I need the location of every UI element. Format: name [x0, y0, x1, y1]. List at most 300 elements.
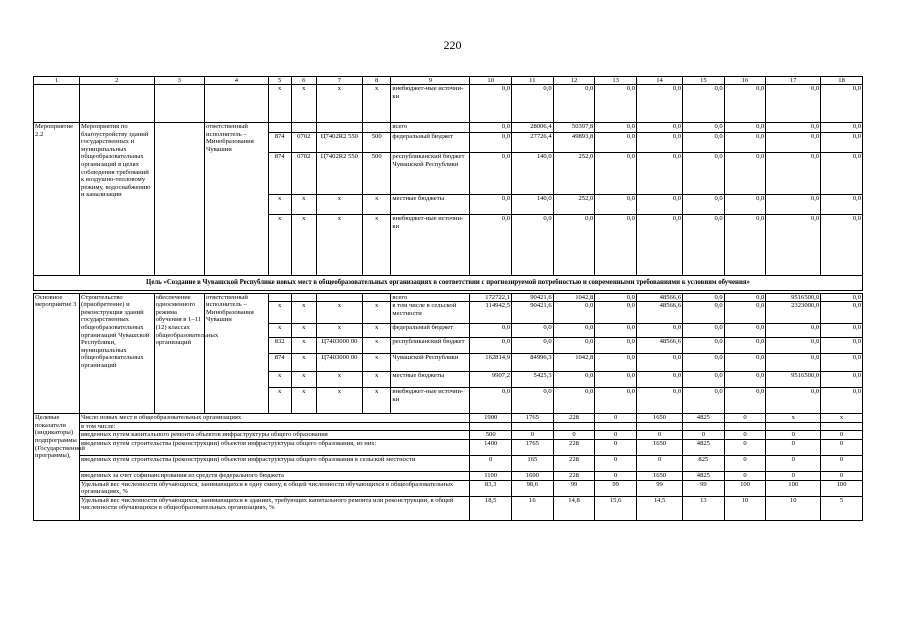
target-value-cell: 4825 — [683, 439, 725, 455]
column-number-cell: 18 — [821, 77, 863, 85]
funding-source-cell: внебюджет-ные источни-ки — [391, 85, 470, 123]
column-number-cell: 3 — [154, 77, 204, 85]
value-cell: 0,0 — [595, 302, 637, 324]
measure-description-cell: Строительство (приобретение) и реконструкция зданий государственных общеобразовательных организаций Чувашской Республики, муниципальных общеобразовательных организаций — [80, 293, 155, 414]
value-cell: 49893,8 — [553, 133, 595, 153]
value-cell: 0,0 — [724, 153, 766, 195]
target-value-cell: 0 — [595, 439, 637, 455]
code-cell: 874 — [268, 153, 291, 195]
target-value-cell — [553, 422, 595, 431]
target-row — [34, 431, 863, 440]
value-cell: 9907,2 — [470, 372, 512, 388]
value-cell: 0,0 — [595, 372, 637, 388]
funding-source-cell: республиканский бюджет Чувашской Республики — [391, 153, 470, 195]
value-cell: 0,0 — [724, 354, 766, 372]
target-row — [34, 496, 863, 520]
continuation-row — [34, 85, 863, 123]
value-cell: 0,0 — [595, 195, 637, 215]
target-value-cell: 228 — [553, 439, 595, 455]
target-value-cell: 0 — [595, 455, 637, 471]
value-cell: 0,0 — [512, 338, 554, 354]
code-cell: x — [362, 215, 391, 276]
value-cell: 140,0 — [512, 153, 554, 195]
code-cell: x — [291, 195, 316, 215]
targets-label-cell: Целевые показатели (индикаторы) подпрограммы (Государственной программы), — [34, 414, 80, 521]
target-value-cell: 100 — [724, 480, 766, 496]
target-value-cell: 0 — [636, 431, 682, 440]
column-number-cell: 2 — [80, 77, 155, 85]
code-cell: x — [316, 324, 362, 338]
column-number-cell: 9 — [391, 77, 470, 85]
value-cell: 84996,3 — [512, 354, 554, 372]
target-value-cell: 16 — [512, 496, 554, 520]
target-value-cell: 1100 — [470, 471, 512, 480]
code-cell: x — [268, 195, 291, 215]
target-value-cell: 100 — [766, 480, 821, 496]
target-value-cell: 0 — [724, 414, 766, 423]
target-value-cell — [683, 422, 725, 431]
code-cell: 874 — [268, 354, 291, 372]
code-cell: x — [291, 372, 316, 388]
value-cell: 0,0 — [595, 354, 637, 372]
target-value-cell: 228 — [553, 414, 595, 423]
value-cell: 27726,4 — [512, 133, 554, 153]
value-cell: 0,0 — [595, 133, 637, 153]
value-cell: 50397,8 — [553, 123, 595, 133]
column-number-cell: 4 — [205, 77, 269, 85]
target-value-cell: 165 — [512, 455, 554, 471]
code-cell: Ц7402R2 550 — [316, 153, 362, 195]
value-cell: 0,0 — [595, 338, 637, 354]
target-text-cell: Удельный вес численности обучающихся, занимающихся в зданиях, требующих капитального ремонта или реконструкции, в общей численности обучающихся в общеобразовательных организациях, % — [80, 496, 470, 520]
budget-table-sheet — [33, 76, 863, 521]
code-cell: x — [268, 388, 291, 414]
funding-source-cell: всего — [391, 123, 470, 133]
target-value-cell: 14,8 — [553, 496, 595, 520]
code-cell: x — [362, 372, 391, 388]
target-text-cell: Число новых мест в общеобразовательных организациях — [80, 414, 470, 423]
target-value-cell: 10 — [724, 496, 766, 520]
code-cell: 832 — [268, 338, 291, 354]
target-value-cell: 0 — [766, 439, 821, 455]
target-value-cell: 98,6 — [512, 480, 554, 496]
target-value-cell: 0 — [724, 431, 766, 440]
funding-source-cell: местные бюджеты — [391, 195, 470, 215]
target-value-cell: 0 — [595, 471, 637, 480]
value-cell: 0,0 — [724, 133, 766, 153]
value-cell: 0,0 — [512, 85, 554, 123]
target-value-cell: 0 — [821, 471, 863, 480]
target-value-cell: 4825 — [683, 414, 725, 423]
value-cell: 0,0 — [821, 85, 863, 123]
value-cell: 0,0 — [595, 85, 637, 123]
target-value-cell — [470, 422, 512, 431]
value-cell: 0,0 — [595, 153, 637, 195]
value-cell: 0,0 — [683, 302, 725, 324]
column-number-cell: 1 — [34, 77, 80, 85]
value-cell: 0,0 — [683, 372, 725, 388]
value-cell: 0,0 — [766, 195, 821, 215]
value-cell: 0,0 — [821, 338, 863, 354]
executor-cell: ответственный исполнитель – Минобразования Чувашии — [205, 123, 269, 276]
value-cell: 0,0 — [821, 153, 863, 195]
target-value-cell: 825 — [683, 455, 725, 471]
header-row — [34, 77, 863, 85]
code-cell: x — [291, 302, 316, 324]
value-cell: 2323000,0 — [766, 302, 821, 324]
target-text-cell: в том числе: — [80, 422, 470, 431]
value-cell: 1042,8 — [553, 354, 595, 372]
value-cell: 0,0 — [636, 195, 682, 215]
value-cell: 0,0 — [683, 388, 725, 414]
target-value-cell: 0 — [683, 431, 725, 440]
value-cell: 0,0 — [821, 302, 863, 324]
value-cell: 0,0 — [636, 153, 682, 195]
target-value-cell: 1765 — [512, 414, 554, 423]
code-cell: x — [316, 85, 362, 123]
code-cell: x — [316, 302, 362, 324]
value-cell: 0,0 — [553, 372, 595, 388]
value-cell: 0,0 — [821, 123, 863, 133]
value-cell: 0,0 — [636, 215, 682, 276]
target-value-cell: 0 — [553, 431, 595, 440]
target-value-cell: 1765 — [512, 439, 554, 455]
code-cell: x — [268, 324, 291, 338]
value-cell: 0,0 — [724, 338, 766, 354]
code-cell: x — [316, 215, 362, 276]
value-cell: 48566,6 — [636, 302, 682, 324]
value-cell: 252,0 — [553, 195, 595, 215]
funding-source-cell: местные бюджеты — [391, 372, 470, 388]
column-number-cell: 8 — [362, 77, 391, 85]
target-text-cell: Удельный вес численности обучающихся, занимающихся в одну смену, в общей численности обучающихся в общеобразовательных организациях, % — [80, 480, 470, 496]
column-number-cell: 7 — [316, 77, 362, 85]
code-cell: x — [291, 85, 316, 123]
value-cell: 0,0 — [470, 195, 512, 215]
target-row — [34, 480, 863, 496]
column-number-cell: 17 — [766, 77, 821, 85]
target-value-cell: 1900 — [470, 414, 512, 423]
target-value-cell: 0 — [636, 455, 682, 471]
target-value-cell: 0 — [821, 439, 863, 455]
empty-cell — [34, 85, 80, 123]
code-cell — [362, 293, 391, 302]
value-cell: 0,0 — [821, 293, 863, 302]
value-cell: 9516500,0 — [766, 372, 821, 388]
code-cell — [268, 123, 291, 133]
target-text-cell: введенных за счет софинансирования из средств федерального бюджета — [80, 471, 470, 480]
value-cell: 0,0 — [470, 85, 512, 123]
value-cell: 28006,4 — [512, 123, 554, 133]
value-cell: 0,0 — [724, 293, 766, 302]
value-cell: 0,0 — [595, 388, 637, 414]
target-value-cell: 228 — [553, 455, 595, 471]
target-value-cell: 13 — [683, 496, 725, 520]
value-cell: 0,0 — [683, 293, 725, 302]
code-cell: x — [362, 85, 391, 123]
value-cell: 0,0 — [821, 195, 863, 215]
measure-name-cell: Мероприятие 2.2 — [34, 123, 80, 276]
column-number-cell: 14 — [636, 77, 682, 85]
target-value-cell: 1650 — [636, 414, 682, 423]
code-cell: x — [362, 338, 391, 354]
value-cell: 0,0 — [724, 85, 766, 123]
m3-row — [34, 293, 863, 302]
value-cell: 114942,5 — [470, 302, 512, 324]
target-value-cell: 99 — [553, 480, 595, 496]
empty-cell — [154, 123, 204, 276]
code-cell: x — [291, 388, 316, 414]
target-value-cell: 99 — [636, 480, 682, 496]
empty-cell — [205, 85, 269, 123]
value-cell: 140,0 — [512, 195, 554, 215]
code-cell: 500 — [362, 133, 391, 153]
value-cell: 0,0 — [683, 338, 725, 354]
target-value-cell: 14,5 — [636, 496, 682, 520]
value-cell: 0,0 — [595, 324, 637, 338]
target-value-cell: 1650 — [636, 471, 682, 480]
value-cell: 0,0 — [683, 215, 725, 276]
value-cell: 0,0 — [683, 324, 725, 338]
code-cell — [362, 123, 391, 133]
column-number-cell: 15 — [683, 77, 725, 85]
value-cell: 0,0 — [683, 354, 725, 372]
target-value-cell: 18,5 — [470, 496, 512, 520]
value-cell: 0,0 — [766, 338, 821, 354]
value-cell: 90421,6 — [512, 293, 554, 302]
value-cell: 48566,6 — [636, 338, 682, 354]
value-cell: 0,0 — [553, 85, 595, 123]
value-cell: 0,0 — [636, 85, 682, 123]
value-cell: 0,0 — [724, 302, 766, 324]
target-row — [34, 471, 863, 480]
code-cell: x — [316, 388, 362, 414]
page-number: 220 — [443, 38, 462, 52]
column-number-cell: 5 — [268, 77, 291, 85]
value-cell: 0,0 — [595, 215, 637, 276]
target-text-cell: введенных путем капитального ремонта объектов инфраструктуры общего образования — [80, 431, 470, 440]
value-cell: 0,0 — [470, 133, 512, 153]
value-cell: 0,0 — [636, 324, 682, 338]
m22-row — [34, 123, 863, 133]
code-cell: 500 — [362, 153, 391, 195]
value-cell: 9516500,0 — [766, 293, 821, 302]
value-cell: 0,0 — [724, 372, 766, 388]
target-row — [34, 455, 863, 471]
value-cell: 0,0 — [766, 85, 821, 123]
value-cell: 0,0 — [724, 388, 766, 414]
value-cell: 1042,8 — [553, 293, 595, 302]
value-cell: 0,0 — [553, 388, 595, 414]
target-value-cell: 1600 — [512, 471, 554, 480]
code-cell: x — [316, 195, 362, 215]
indicator-cell: обеспечение односменного режима обучения в 1–11 (12) классах общеобразовательных организаций — [154, 293, 204, 414]
target-value-cell: 0 — [595, 431, 637, 440]
value-cell: 0,0 — [766, 388, 821, 414]
goal-row — [34, 276, 863, 291]
funding-source-cell: в том числе в сельской местности — [391, 302, 470, 324]
value-cell: 0,0 — [553, 338, 595, 354]
code-cell: x — [268, 215, 291, 276]
target-value-cell — [512, 422, 554, 431]
value-cell: 0,0 — [683, 133, 725, 153]
measure-description-cell: Мероприятия по благоустройству зданий государственных и муниципальных общеобразовательных организаций в целях соблюдения требований к воздушно-тепловому режиму, водоснабжению и канализации — [80, 123, 155, 276]
funding-source-cell: Чувашской Республики — [391, 354, 470, 372]
value-cell: 0,0 — [724, 195, 766, 215]
code-cell: x — [291, 354, 316, 372]
value-cell: 0,0 — [821, 372, 863, 388]
goal-heading-cell: Цель «Создание в Чувашской Республике новых мест в общеобразовательных организациях в соответствии с прогнозируемой потребностью и современными требованиями к условиям обучения» — [34, 276, 863, 291]
budget-table — [33, 76, 863, 521]
code-cell: Ц7403000 00 — [316, 338, 362, 354]
code-cell — [316, 123, 362, 133]
code-cell — [316, 293, 362, 302]
code-cell: x — [291, 338, 316, 354]
value-cell: 48566,6 — [636, 293, 682, 302]
value-cell: 0,0 — [766, 324, 821, 338]
value-cell: 0,0 — [766, 215, 821, 276]
value-cell: 0,0 — [636, 133, 682, 153]
value-cell: 0,0 — [821, 354, 863, 372]
target-value-cell: 10 — [766, 496, 821, 520]
value-cell: 0,0 — [636, 354, 682, 372]
target-value-cell: 0 — [821, 431, 863, 440]
target-row — [34, 422, 863, 431]
code-cell: Ц7403000 00 — [316, 354, 362, 372]
column-number-cell: 16 — [724, 77, 766, 85]
target-value-cell — [636, 422, 682, 431]
target-value-cell: 15,6 — [595, 496, 637, 520]
target-value-cell — [821, 422, 863, 431]
target-value-cell — [766, 422, 821, 431]
target-row — [34, 414, 863, 423]
value-cell: 0,0 — [766, 123, 821, 133]
value-cell: 0,0 — [512, 215, 554, 276]
code-cell: x — [362, 324, 391, 338]
target-value-cell: 0 — [766, 431, 821, 440]
value-cell: 0,0 — [595, 123, 637, 133]
funding-source-cell: республиканский бюджет — [391, 338, 470, 354]
value-cell: 0,0 — [683, 195, 725, 215]
funding-source-cell: внебюджет-ные источни-ки — [391, 215, 470, 276]
value-cell: 0,0 — [636, 388, 682, 414]
code-cell: x — [291, 324, 316, 338]
value-cell: 0,0 — [683, 85, 725, 123]
code-cell: x — [268, 85, 291, 123]
value-cell: 0,0 — [683, 123, 725, 133]
funding-source-cell: федеральный бюджет — [391, 324, 470, 338]
value-cell: 0,0 — [683, 153, 725, 195]
value-cell: 0,0 — [470, 215, 512, 276]
target-text-cell: введенных путем строительства (реконструкции) объектов инфраструктуры общего образования в сельской местности — [80, 455, 470, 471]
column-number-cell: 12 — [553, 77, 595, 85]
target-value-cell: 1400 — [470, 439, 512, 455]
value-cell: 0,0 — [821, 324, 863, 338]
target-value-cell: 0 — [766, 471, 821, 480]
target-value-cell: 5 — [821, 496, 863, 520]
measure-name-cell: Основное мероприятие 3 — [34, 293, 80, 414]
target-value-cell: x — [821, 414, 863, 423]
value-cell: 0,0 — [470, 123, 512, 133]
target-value-cell: 0 — [724, 439, 766, 455]
value-cell: 0,0 — [512, 388, 554, 414]
code-cell: x — [362, 388, 391, 414]
value-cell: 0,0 — [636, 372, 682, 388]
target-value-cell: 83,3 — [470, 480, 512, 496]
target-value-cell: 500 — [470, 431, 512, 440]
code-cell: x — [362, 195, 391, 215]
empty-cell — [154, 85, 204, 123]
code-cell: x — [268, 372, 291, 388]
value-cell: 0,0 — [766, 354, 821, 372]
code-cell: 874 — [268, 133, 291, 153]
column-number-cell: 10 — [470, 77, 512, 85]
value-cell: 0,0 — [595, 293, 637, 302]
code-cell — [291, 293, 316, 302]
value-cell: 172722,1 — [470, 293, 512, 302]
target-value-cell — [595, 422, 637, 431]
code-cell: Ц7402R2 550 — [316, 133, 362, 153]
code-cell: x — [362, 302, 391, 324]
code-cell: x — [362, 354, 391, 372]
target-value-cell: 0 — [470, 455, 512, 471]
executor-cell: ответственный исполнитель – Минобразования Чувашии — [205, 293, 269, 414]
funding-source-cell: федеральный бюджет — [391, 133, 470, 153]
empty-cell — [80, 85, 155, 123]
value-cell: 0,0 — [724, 123, 766, 133]
column-number-cell: 13 — [595, 77, 637, 85]
value-cell: 0,0 — [470, 388, 512, 414]
code-cell: 0702 — [291, 133, 316, 153]
column-number-cell: 11 — [512, 77, 554, 85]
value-cell: 252,0 — [553, 153, 595, 195]
target-value-cell: 0 — [724, 455, 766, 471]
target-value-cell: 0 — [821, 455, 863, 471]
funding-source-cell: всего — [391, 293, 470, 302]
target-value-cell — [724, 422, 766, 431]
value-cell: 0,0 — [766, 153, 821, 195]
value-cell: 5425,3 — [512, 372, 554, 388]
code-cell: 0702 — [291, 153, 316, 195]
target-value-cell: 99 — [683, 480, 725, 496]
code-cell: x — [268, 302, 291, 324]
value-cell: 0,0 — [821, 215, 863, 276]
code-cell: x — [291, 215, 316, 276]
target-value-cell: 0 — [766, 455, 821, 471]
funding-source-cell: внебюджет-ные источни-ки — [391, 388, 470, 414]
value-cell: 0,0 — [470, 153, 512, 195]
value-cell: 0,0 — [512, 324, 554, 338]
target-value-cell: x — [766, 414, 821, 423]
value-cell: 0,0 — [724, 324, 766, 338]
value-cell: 0,0 — [553, 215, 595, 276]
target-value-cell: 100 — [821, 480, 863, 496]
target-text-cell: введенных путем строительства (реконструкции) объектов инфраструктуры общего образования, из них: — [80, 439, 470, 455]
target-value-cell: 1650 — [636, 439, 682, 455]
target-value-cell: 99 — [595, 480, 637, 496]
value-cell: 0,0 — [821, 388, 863, 414]
value-cell: 0,0 — [724, 215, 766, 276]
value-cell: 0,0 — [470, 338, 512, 354]
column-number-cell: 6 — [291, 77, 316, 85]
value-cell: 0,0 — [766, 133, 821, 153]
target-value-cell: 0 — [512, 431, 554, 440]
target-value-cell: 0 — [595, 414, 637, 423]
target-value-cell: 228 — [553, 471, 595, 480]
code-cell — [291, 123, 316, 133]
value-cell: 0,0 — [636, 123, 682, 133]
target-row — [34, 439, 863, 455]
